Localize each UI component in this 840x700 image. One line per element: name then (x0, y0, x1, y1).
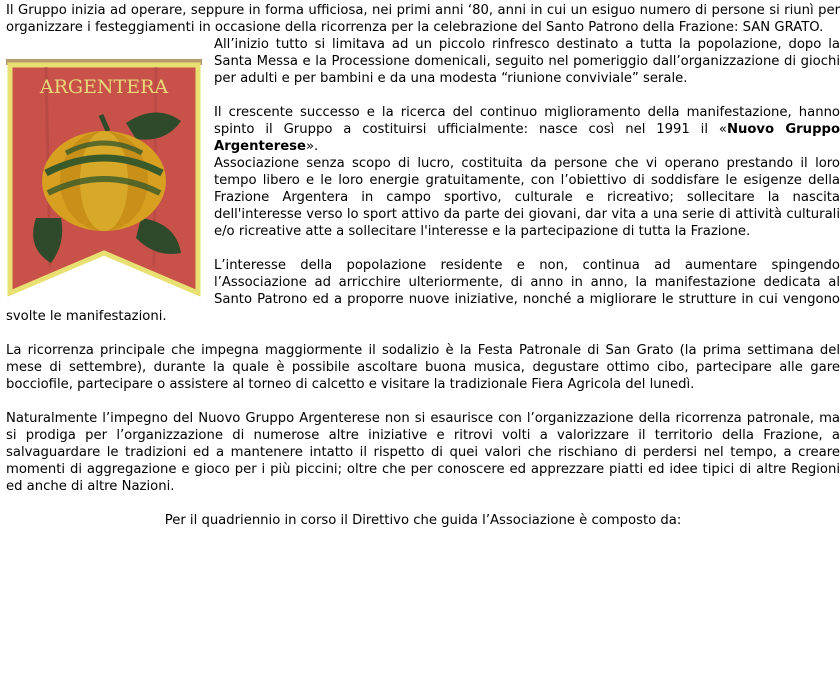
pumpkin-emblem (42, 131, 166, 231)
foundation-text-end: ». (305, 139, 319, 154)
festa-paragraph: La ricorrenza principale che impegna maggiormente il sodalizio è la Festa Patronale di San Grato (la prima settimana del mese di settembre), durante la quale è possibile ascoltare buona musica, degustare ottimo cibo, partecipare alle gare bocciofile, partecipare o assistere al torneo di calcetto e visitare la tradizionale Fiera Agricola del lunedì. (6, 343, 840, 392)
commitment-paragraph: Naturalmente l’impegno del Nuovo Gruppo Argenterese non si esaurisce con l’organizzazione della ricorrenza patronale, ma si prodiga per l’organizzazione di numerose altre iniziative e ritrovi volti a valorizzare il territorio della Frazione, a salvaguardare le tradizioni ed a mantenere intatto il rispetto di quei valori che rischiano di perdersi nel tempo, a creare momenti di aggregazione e gioco per i più piccini; oltre che per conoscere ed apprezzare piatti ed idee tipici di altre Regioni ed anche di altre Nazioni. (6, 411, 840, 494)
association-name: Nuovo Gruppo Argenterese (214, 122, 840, 154)
banner-inscription: ARGENTERA (39, 76, 169, 98)
argentera-banner-image (6, 53, 202, 297)
intro-lead-text: Il Gruppo inizia ad operare, seppure in forma ufficiosa, nei primi anni ‘80, anni in cui un esiguo numero di persone si riunì per organizzare i festeggiamenti in occasione della ricorrenza per la celebrazione del Santo Patrono della Frazione: SAN GRATO. (6, 3, 840, 35)
association-description-text: Associazione senza scopo di lucro, costituita da persone che vi operano prestando il loro tempo libero e le loro energie gratuitamente, con l’obiettivo di soddisfare le esigenze della Frazione Argentera in campo sportivo, culturale e ricreativo; sollecitare la nascita dell'interesse verso lo sport attivo da parte dei giovani, dar vita a una serie di attività culturali e/o ricreative atte a sollecitare l'interesse e la partecipazione di tutta la Frazione. (214, 156, 840, 239)
foundation-text: Il crescente successo e la ricerca del continuo miglioramento della manifestazione, hanno spinto il Gruppo a costituirsi ufficialmente: nasce così nel 1991 il « (214, 105, 840, 137)
intro-continuation-text: All’inizio tutto si limitava ad un piccolo rinfresco destinato a tutta la popolazione, dopo la Santa Messa e la Processione domenicali, seguito nel pomeriggio dall’organizzazione di giochi per adulti e per bambini e da una modesta “riunione conviviale” serale. (214, 37, 840, 86)
closing-line: Per il quadriennio in corso il Direttivo che guida l’Associazione è composto da: (164, 513, 682, 528)
interest-paragraph: L’interesse della popolazione residente e non, continua ad aumentare spingendo l’Associazione ad arricchire ulteriormente, di anno in anno, la manifestazione dedicata al Santo Patrono ed a proporre nuove iniziative, nonché a migliorare le strutture in cui vengono svolte le manifestazioni. (6, 258, 840, 324)
intro-paragraph (6, 2, 840, 98)
